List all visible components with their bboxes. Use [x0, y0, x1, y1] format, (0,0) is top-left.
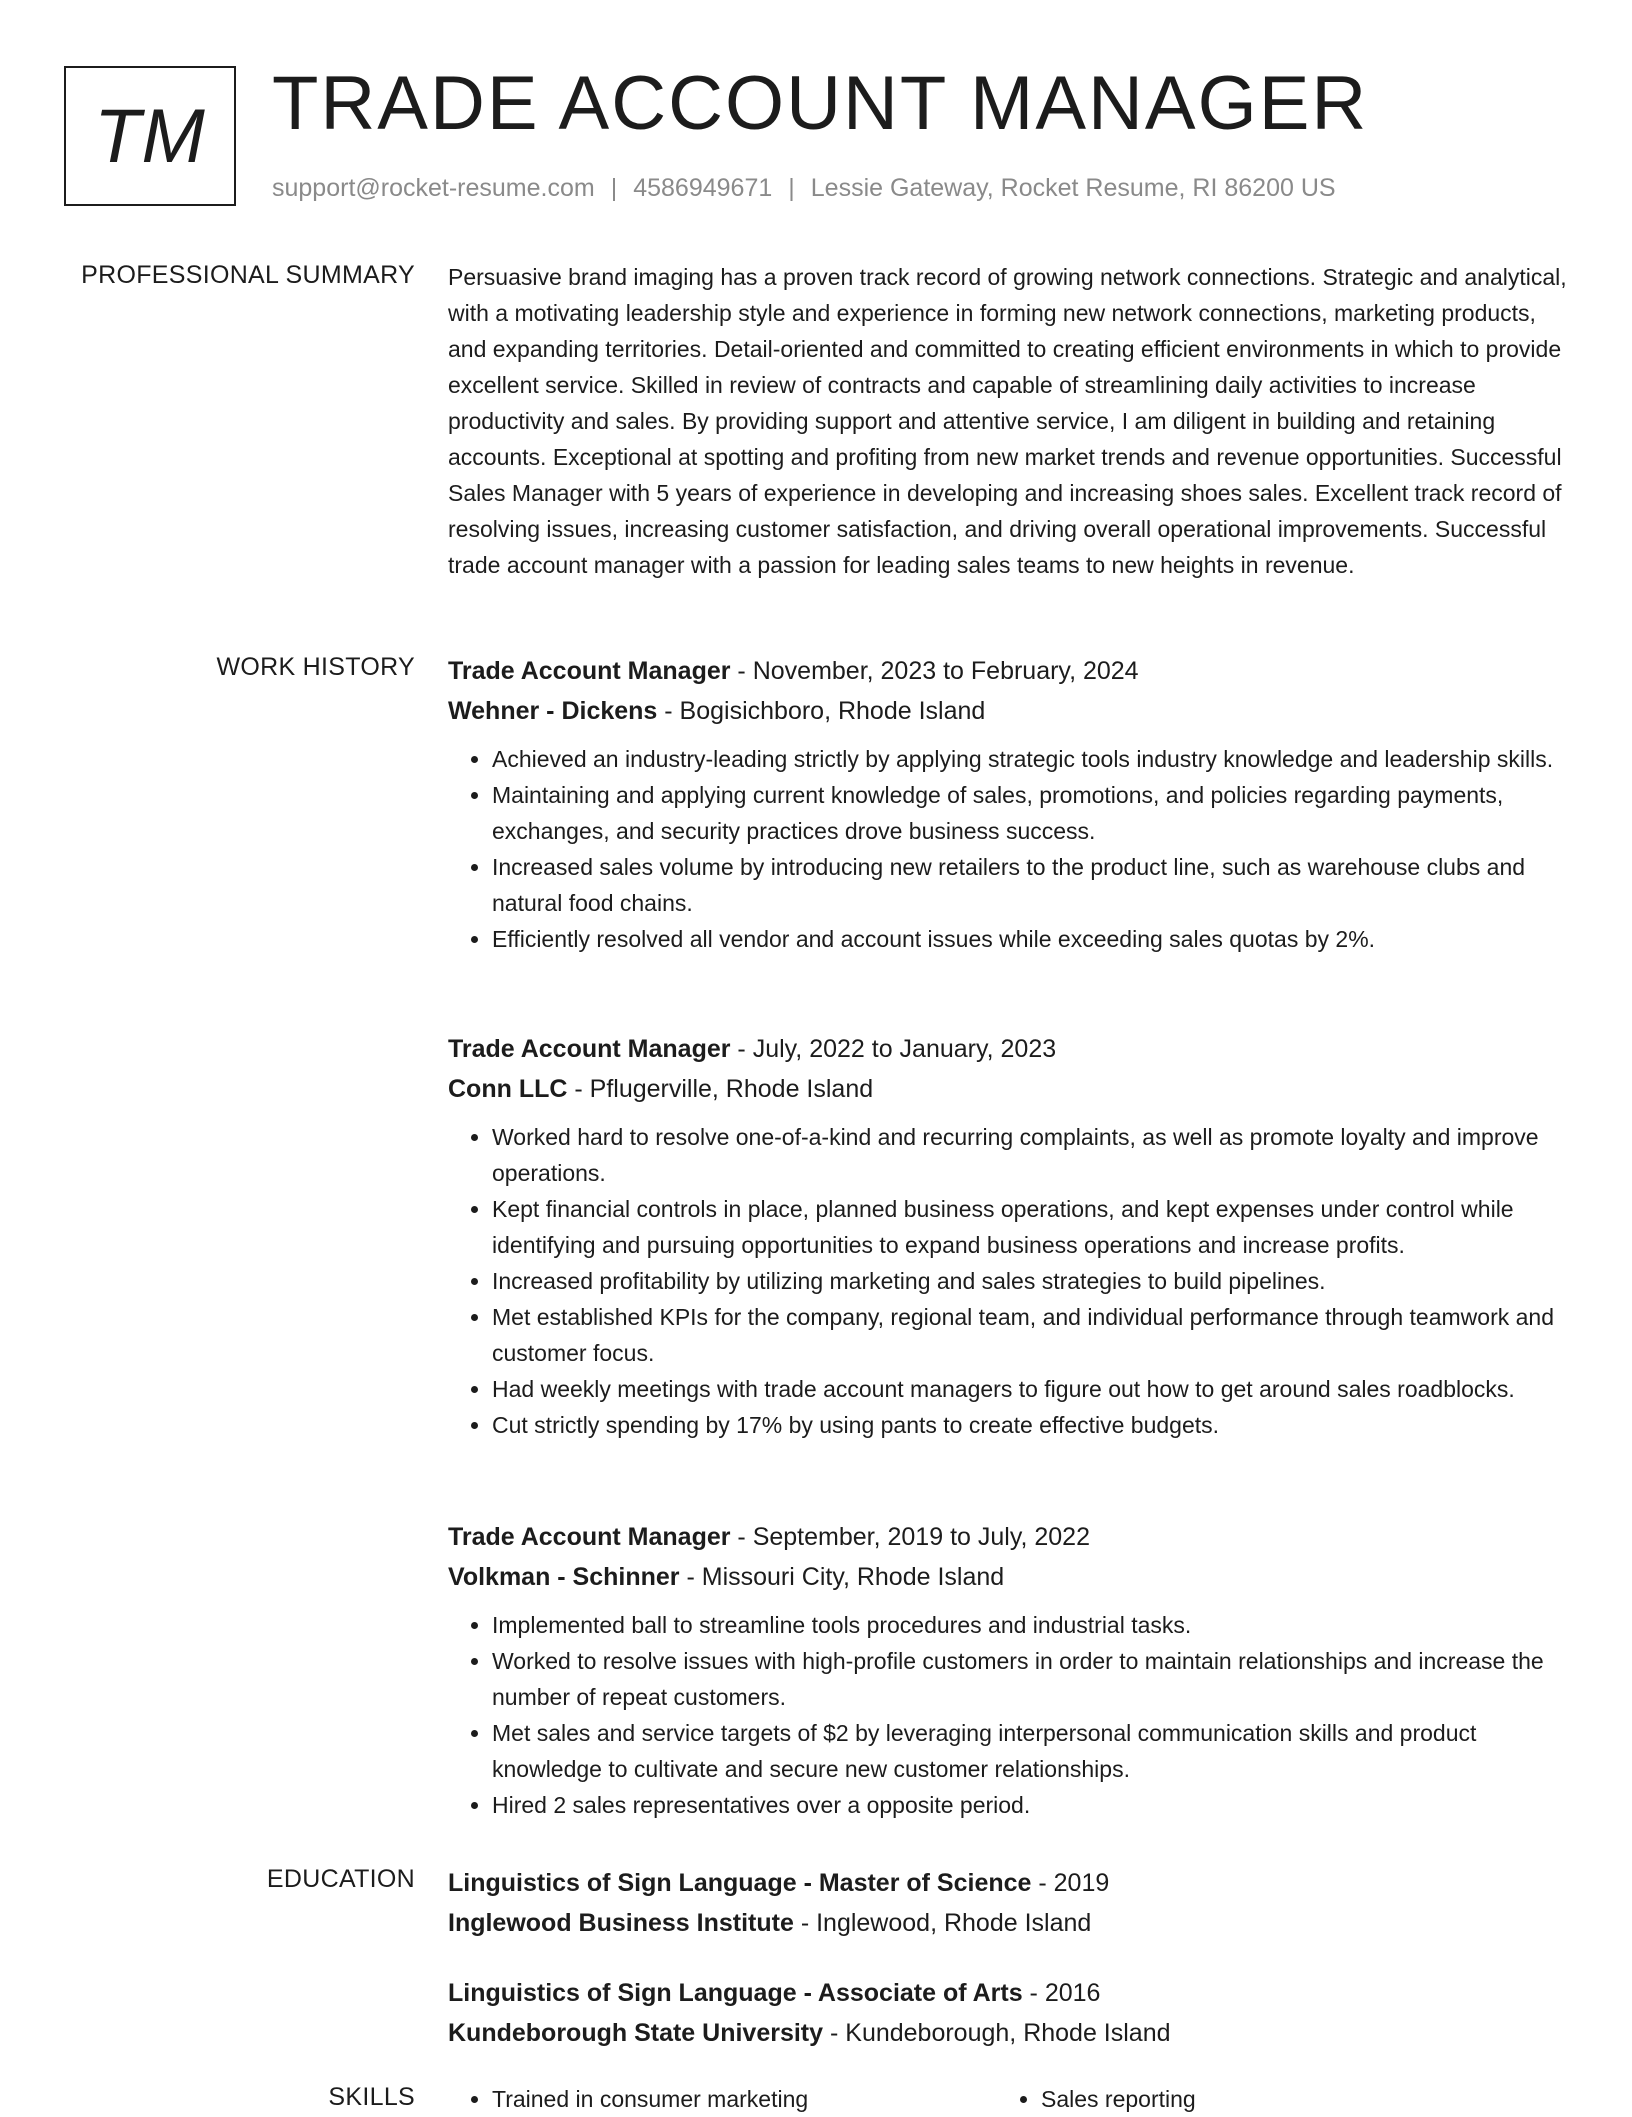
job-bullet: • Met established KPIs for the company, regional team, and individual performance through teamwork and customer focus. — [492, 1299, 1568, 1371]
education-entry — [448, 1863, 1568, 1943]
job-bullet: • Increased profitability by utilizing marketing and sales strategies to build pipelines. — [492, 1263, 1568, 1299]
degree: Linguistics of Sign Language - Associate of Arts — [448, 1979, 1023, 2007]
job-title: Trade Account Manager — [448, 1035, 731, 1063]
job-bullet: • Maintaining and applying current knowledge of sales, promotions, and policies regarding payments, exchanges, and security practices drove business success. — [492, 777, 1568, 849]
resume-header — [64, 61, 1564, 216]
job-bullets — [448, 1607, 1568, 1823]
contact-separator: | — [610, 174, 618, 202]
job-company-line — [448, 1557, 1568, 1597]
monogram-box: TM — [64, 66, 236, 206]
education-heading: EDUCATION — [266, 1865, 415, 1893]
skills-heading: SKILLS — [328, 2083, 415, 2111]
school-location: - Kundeborough, Rhode Island — [823, 2019, 1171, 2047]
job-title-line — [448, 1029, 1568, 1069]
school-location: - Inglewood, Rhode Island — [793, 1909, 1092, 1937]
degree-line — [448, 1863, 1568, 1903]
job-bullets — [448, 741, 1568, 957]
job-bullet: • Efficiently resolved all vendor and account issues while exceeding sales quotas by 2%. — [492, 921, 1568, 957]
school-line — [448, 2013, 1568, 2053]
job-bullet: • Had weekly meetings with trade account managers to figure out how to get around sales roadblocks. — [492, 1371, 1568, 1407]
school-line — [448, 1903, 1568, 1943]
job-bullet: • Implemented ball to streamline tools procedures and industrial tasks. — [492, 1607, 1568, 1643]
job-bullet: • Increased sales volume by introducing new retailers to the product line, such as warehouse clubs and natural food chains. — [492, 849, 1568, 921]
job-bullet: • Hired 2 sales representatives over a opposite period. — [492, 1787, 1568, 1823]
contact-line — [272, 174, 1336, 203]
job-bullet: • Cut strictly spending by 17% by using pants to create effective budgets. — [492, 1407, 1568, 1443]
job-company: Conn LLC — [448, 1075, 568, 1103]
degree-line — [448, 1973, 1568, 2013]
degree-year: - 2016 — [1022, 1979, 1101, 2007]
job-bullet: • Kept financial controls in place, planned business operations, and kept expenses under control while identifying and pursuing opportunities to expand business operations and increase profits. — [492, 1191, 1568, 1263]
degree-year: - 2019 — [1031, 1869, 1110, 1897]
job-title: Trade Account Manager — [448, 1523, 731, 1551]
resume-title: TRADE ACCOUNT MANAGER — [272, 61, 1369, 146]
job-entry — [448, 1029, 1568, 1443]
school: Kundeborough State University — [448, 2019, 824, 2047]
degree: Linguistics of Sign Language - Master of Science — [448, 1869, 1032, 1897]
job-company: Wehner - Dickens — [448, 697, 658, 725]
summary-text: Persuasive brand imaging has a proven track record of growing network connections. Strategic and analytical, with a motivating leadership style and experience in forming new network connections, marketing products, and expanding territories. Detail-oriented and committed to creating efficient environments in which to provide excellent service. Skilled in review of contracts and capable of streamlining daily activities to increase productivity and sales. By providing support and attentive service, I am diligent in building and retaining accounts. Exceptional at spotting and profiting from new market trends and revenue opportunities. Successful Sales Manager with 5 years of experience in developing and increasing shoes sales. Excellent track record of resolving issues, increasing customer satisfaction, and driving overall operational improvements. Successful trade account manager with a passion for leading sales teams to new heights in revenue. — [448, 264, 1567, 578]
education-entry — [448, 1973, 1568, 2053]
job-location: - Pflugerville, Rhode Island — [567, 1075, 874, 1103]
job-bullet: • Met sales and service targets of $2 by leveraging interpersonal communication skills and product knowledge to cultivate and secure new customer relationships. — [492, 1715, 1568, 1787]
job-bullet: • Achieved an industry-leading strictly by applying strategic tools industry knowledge and leadership skills. — [492, 741, 1568, 777]
job-dates: - September, 2019 to July, 2022 — [730, 1523, 1090, 1551]
contact-email: support@rocket-resume.com — [272, 174, 595, 202]
job-dates: - July, 2022 to January, 2023 — [730, 1035, 1057, 1063]
summary-heading: PROFESSIONAL SUMMARY — [81, 261, 415, 289]
job-company-line — [448, 1069, 1568, 1109]
work-history-heading: WORK HISTORY — [216, 653, 415, 681]
contact-address: Lessie Gateway, Rocket Resume, RI 86200 US — [810, 174, 1336, 202]
job-entry — [448, 651, 1568, 957]
job-location: - Bogisichboro, Rhode Island — [657, 697, 986, 725]
job-title-line — [448, 651, 1568, 691]
job-bullet: • Worked to resolve issues with high-profile customers in order to maintain relationships and increase the number of repeat customers. — [492, 1643, 1568, 1715]
job-title: Trade Account Manager — [448, 657, 731, 685]
contact-phone: 4586949671 — [633, 174, 773, 202]
job-bullets — [448, 1119, 1568, 1443]
skill-item: • Trained in consumer marketing — [492, 2081, 997, 2117]
job-dates: - November, 2023 to February, 2024 — [730, 657, 1139, 685]
job-company-line — [448, 691, 1568, 731]
skill-item: • Sales reporting — [1041, 2081, 1546, 2117]
job-bullet: • Worked hard to resolve one-of-a-kind and recurring complaints, as well as promote loyalty and improve operations. — [492, 1119, 1568, 1191]
job-title-line — [448, 1517, 1568, 1557]
job-location: - Missouri City, Rhode Island — [679, 1563, 1005, 1591]
school: Inglewood Business Institute — [448, 1909, 794, 1937]
job-company: Volkman - Schinner — [448, 1563, 680, 1591]
contact-separator: | — [788, 174, 795, 202]
job-entry — [448, 1517, 1568, 1823]
